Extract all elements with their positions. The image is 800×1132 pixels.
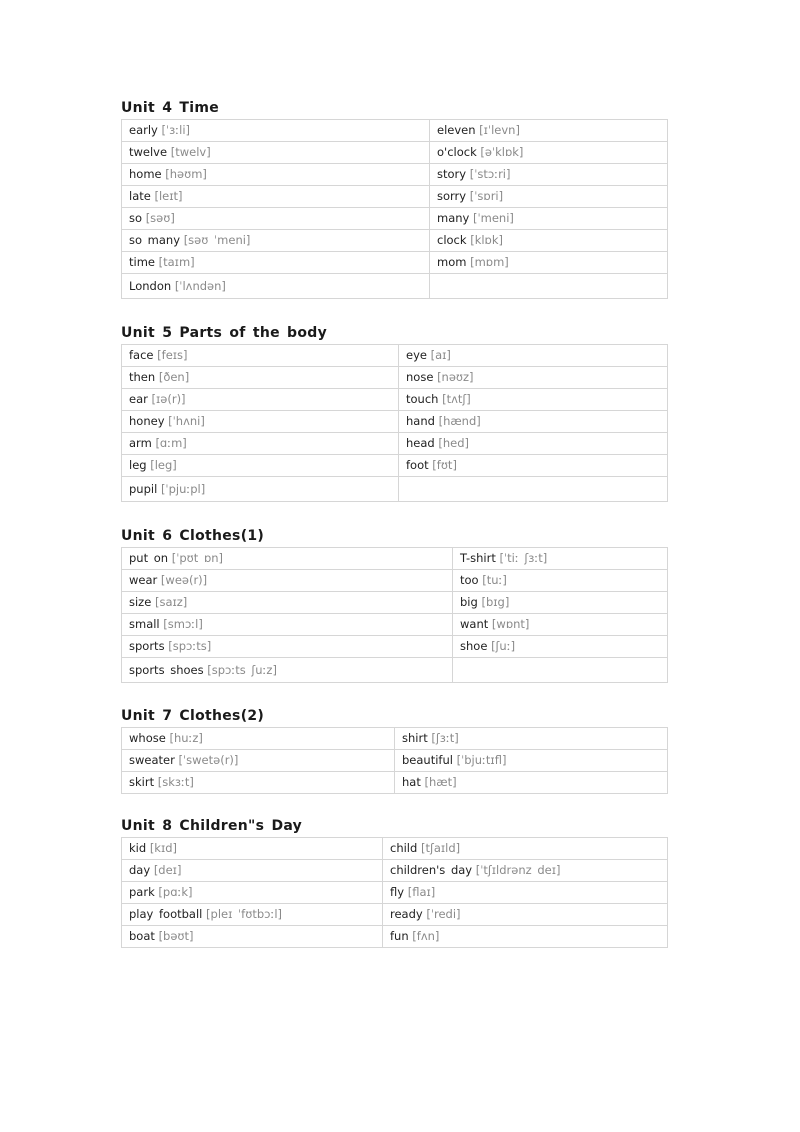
vocab-word: want bbox=[460, 617, 489, 631]
empty-cell bbox=[430, 274, 668, 299]
vocab-cell bbox=[122, 208, 430, 230]
vocab-word: child bbox=[390, 841, 418, 855]
table-row bbox=[122, 367, 668, 389]
phonetic: [klɒk] bbox=[470, 233, 503, 247]
phonetic: [ɑːm] bbox=[155, 436, 187, 450]
vocab-cell bbox=[430, 142, 668, 164]
table-row bbox=[122, 274, 668, 299]
vocab-word: ready bbox=[390, 907, 423, 921]
vocab-cell bbox=[453, 548, 668, 570]
vocab-word: then bbox=[129, 370, 156, 384]
vocab-word: twelve bbox=[129, 145, 168, 159]
vocab-cell bbox=[399, 345, 668, 367]
table-row bbox=[122, 636, 668, 658]
vocab-cell bbox=[453, 570, 668, 592]
phonetic: [tʌtʃ] bbox=[442, 392, 471, 406]
vocab-word: pupil bbox=[129, 481, 158, 496]
vocab-cell bbox=[122, 838, 383, 860]
vocab-cell bbox=[122, 614, 453, 636]
vocab-word: sports bbox=[129, 639, 165, 653]
phonetic: [pleɪ ˈfʊtbɔːl] bbox=[206, 907, 283, 921]
vocab-word: play football bbox=[129, 907, 203, 921]
vocab-word: eye bbox=[406, 348, 427, 362]
unit-title: Unit 6 Clothes(1) bbox=[121, 528, 265, 544]
table-row bbox=[122, 658, 668, 683]
vocab-word: fly bbox=[390, 885, 405, 899]
vocab-cell bbox=[122, 252, 430, 274]
vocab-cell bbox=[453, 592, 668, 614]
vocab-cell bbox=[430, 230, 668, 252]
vocab-cell bbox=[122, 728, 395, 750]
vocab-word: late bbox=[129, 189, 151, 203]
phonetic: [fʊt] bbox=[432, 458, 457, 472]
vocab-word: story bbox=[437, 167, 467, 181]
vocab-word: wear bbox=[129, 573, 158, 587]
vocab-table bbox=[121, 547, 668, 683]
vocab-cell bbox=[399, 433, 668, 455]
vocab-table bbox=[121, 119, 668, 299]
phonetic: [mɒm] bbox=[470, 255, 509, 269]
vocab-word: sorry bbox=[437, 189, 467, 203]
phonetic: [bɪg] bbox=[481, 595, 510, 609]
table-row bbox=[122, 548, 668, 570]
vocab-word: time bbox=[129, 255, 155, 269]
phonetic: [feɪs] bbox=[157, 348, 188, 362]
phonetic: [ˈsɒri] bbox=[469, 189, 504, 203]
vocab-word: too bbox=[460, 573, 479, 587]
phonetic: [həʊm] bbox=[165, 167, 207, 181]
vocab-cell bbox=[399, 411, 668, 433]
vocab-word: kid bbox=[129, 841, 147, 855]
vocab-word: clock bbox=[437, 233, 467, 247]
vocab-word: so bbox=[129, 211, 143, 225]
phonetic: [əˈklɒk] bbox=[480, 145, 524, 159]
phonetic: [leɪt] bbox=[154, 189, 183, 203]
table-row bbox=[122, 120, 668, 142]
vocab-cell bbox=[430, 120, 668, 142]
vocab-cell bbox=[122, 592, 453, 614]
vocab-cell bbox=[430, 252, 668, 274]
vocab-word: honey bbox=[129, 414, 165, 428]
phonetic: [ˈbjuːtɪfl] bbox=[456, 753, 507, 767]
phonetic: [leg] bbox=[150, 458, 177, 472]
vocab-word: touch bbox=[406, 392, 439, 406]
phonetic: [pɑːk] bbox=[158, 885, 193, 899]
phonetic: [tʃaɪld] bbox=[420, 841, 461, 855]
vocab-cell bbox=[122, 750, 395, 772]
vocab-word: hand bbox=[406, 414, 435, 428]
phonetic: [ˈhʌni] bbox=[168, 414, 205, 428]
table-row bbox=[122, 230, 668, 252]
phonetic: [hed] bbox=[438, 436, 470, 450]
vocab-cell bbox=[395, 750, 668, 772]
table-row bbox=[122, 389, 668, 411]
phonetic: [saɪz] bbox=[154, 595, 188, 609]
phonetic: [hæt] bbox=[424, 775, 457, 789]
vocab-word: foot bbox=[406, 458, 429, 472]
table-row bbox=[122, 728, 668, 750]
phonetic: [aɪ] bbox=[430, 348, 451, 362]
vocab-cell bbox=[399, 455, 668, 477]
vocab-cell bbox=[122, 636, 453, 658]
table-row bbox=[122, 614, 668, 636]
table-row bbox=[122, 411, 668, 433]
vocab-word: sweater bbox=[129, 753, 175, 767]
phonetic: [kɪd] bbox=[149, 841, 178, 855]
phonetic: [ˈstɔːri] bbox=[469, 167, 511, 181]
phonetic: [ˈpʊt ɒn] bbox=[171, 551, 224, 565]
unit-8-section bbox=[121, 816, 667, 948]
table-row bbox=[122, 345, 668, 367]
table-row bbox=[122, 142, 668, 164]
vocab-cell bbox=[383, 860, 668, 882]
table-row bbox=[122, 252, 668, 274]
vocab-cell bbox=[122, 120, 430, 142]
phonetic: [ˈredi] bbox=[426, 907, 461, 921]
vocab-cell bbox=[453, 614, 668, 636]
table-row bbox=[122, 477, 668, 502]
vocab-cell bbox=[383, 926, 668, 948]
vocab-cell bbox=[122, 186, 430, 208]
vocab-cell bbox=[122, 389, 399, 411]
vocab-cell bbox=[383, 838, 668, 860]
vocab-cell bbox=[122, 882, 383, 904]
vocab-word: put on bbox=[129, 551, 169, 565]
vocab-cell bbox=[122, 433, 399, 455]
phonetic: [ˈmeni] bbox=[473, 211, 514, 225]
phonetic: [ˈtiː ʃɜːt] bbox=[499, 551, 548, 565]
vocab-cell bbox=[395, 728, 668, 750]
vocab-cell bbox=[122, 367, 399, 389]
vocab-table bbox=[121, 344, 668, 502]
vocab-cell bbox=[430, 208, 668, 230]
table-row bbox=[122, 904, 668, 926]
unit-4-section bbox=[121, 98, 667, 299]
phonetic: [ˈɜːli] bbox=[161, 123, 191, 137]
phonetic: [ˈpjuːpl] bbox=[160, 481, 206, 496]
vocab-cell bbox=[122, 570, 453, 592]
table-row bbox=[122, 433, 668, 455]
vocab-word: so many bbox=[129, 233, 181, 247]
vocab-word: home bbox=[129, 167, 162, 181]
vocab-cell bbox=[122, 455, 399, 477]
table-row bbox=[122, 750, 668, 772]
vocab-cell bbox=[122, 658, 453, 683]
vocab-word: sports shoes bbox=[129, 662, 204, 677]
vocab-cell bbox=[399, 389, 668, 411]
vocab-word: beautiful bbox=[402, 753, 453, 767]
unit-title: Unit 5 Parts of the body bbox=[121, 325, 328, 341]
table-row bbox=[122, 455, 668, 477]
unit-5-section bbox=[121, 323, 667, 502]
vocab-cell bbox=[122, 548, 453, 570]
phonetic: [ʃɜːt] bbox=[431, 731, 459, 745]
phonetic: [skɜːt] bbox=[157, 775, 194, 789]
phonetic: [səʊ ˈmeni] bbox=[183, 233, 251, 247]
phonetic: [səʊ] bbox=[145, 211, 175, 225]
vocab-word: shirt bbox=[402, 731, 428, 745]
vocab-cell bbox=[122, 164, 430, 186]
empty-cell bbox=[399, 477, 668, 502]
unit-title: Unit 4 Time bbox=[121, 100, 220, 116]
vocab-cell bbox=[122, 904, 383, 926]
table-row bbox=[122, 186, 668, 208]
vocab-cell bbox=[122, 477, 399, 502]
unit-title: Unit 8 Children"s Day bbox=[121, 818, 303, 834]
vocab-word: T-shirt bbox=[460, 551, 496, 565]
phonetic: [huːz] bbox=[169, 731, 203, 745]
vocab-word: head bbox=[406, 436, 435, 450]
vocab-word: o'clock bbox=[437, 145, 477, 159]
vocab-word: park bbox=[129, 885, 155, 899]
table-row bbox=[122, 926, 668, 948]
vocab-word: boat bbox=[129, 929, 155, 943]
phonetic: [ðen] bbox=[158, 370, 190, 384]
phonetic: [twelv] bbox=[170, 145, 211, 159]
unit-6-section bbox=[121, 526, 667, 683]
table-row bbox=[122, 838, 668, 860]
vocab-word: skirt bbox=[129, 775, 155, 789]
vocab-cell bbox=[122, 860, 383, 882]
vocab-cell bbox=[383, 904, 668, 926]
phonetic: [taɪm] bbox=[158, 255, 195, 269]
vocab-cell bbox=[122, 274, 430, 299]
vocab-word: day bbox=[129, 863, 151, 877]
phonetic: [ʃuː] bbox=[491, 639, 516, 653]
vocab-table bbox=[121, 727, 668, 794]
vocab-cell bbox=[122, 142, 430, 164]
unit-title: Unit 7 Clothes(2) bbox=[121, 708, 265, 724]
phonetic: [ɪˈlevn] bbox=[479, 123, 520, 137]
phonetic: [bəʊt] bbox=[158, 929, 194, 943]
vocab-word: arm bbox=[129, 436, 152, 450]
vocab-word: big bbox=[460, 595, 478, 609]
vocab-word: children's day bbox=[390, 863, 473, 877]
vocab-cell bbox=[122, 230, 430, 252]
vocab-word: small bbox=[129, 617, 160, 631]
vocab-cell bbox=[399, 367, 668, 389]
phonetic: [smɔːl] bbox=[163, 617, 203, 631]
vocab-word: early bbox=[129, 123, 158, 137]
vocab-word: London bbox=[129, 278, 172, 293]
phonetic: [weə(r)] bbox=[160, 573, 208, 587]
vocab-cell bbox=[395, 772, 668, 794]
phonetic: [nəʊz] bbox=[437, 370, 474, 384]
table-row bbox=[122, 208, 668, 230]
phonetic: [ˈlʌndən] bbox=[174, 278, 226, 293]
table-row bbox=[122, 882, 668, 904]
vocab-word: mom bbox=[437, 255, 467, 269]
vocab-cell bbox=[122, 345, 399, 367]
vocab-word: ear bbox=[129, 392, 148, 406]
vocab-table bbox=[121, 837, 668, 948]
phonetic: [ˈswetə(r)] bbox=[178, 753, 239, 767]
vocab-cell bbox=[453, 636, 668, 658]
vocab-word: many bbox=[437, 211, 470, 225]
empty-cell bbox=[453, 658, 668, 683]
vocab-word: nose bbox=[406, 370, 434, 384]
phonetic: [wɒnt] bbox=[491, 617, 530, 631]
table-row bbox=[122, 772, 668, 794]
phonetic: [spɔːts] bbox=[168, 639, 212, 653]
vocab-cell bbox=[383, 882, 668, 904]
phonetic: [fʌn] bbox=[412, 929, 440, 943]
vocab-word: hat bbox=[402, 775, 421, 789]
unit-7-section bbox=[121, 706, 667, 794]
vocab-cell bbox=[430, 164, 668, 186]
table-row bbox=[122, 570, 668, 592]
vocab-cell bbox=[122, 411, 399, 433]
vocab-word: eleven bbox=[437, 123, 476, 137]
phonetic: [hænd] bbox=[438, 414, 481, 428]
table-row bbox=[122, 592, 668, 614]
vocab-word: shoe bbox=[460, 639, 488, 653]
vocab-word: whose bbox=[129, 731, 166, 745]
phonetic: [spɔːts ʃuːz] bbox=[207, 662, 277, 677]
phonetic: [deɪ] bbox=[153, 863, 182, 877]
vocab-cell bbox=[122, 926, 383, 948]
vocab-word: face bbox=[129, 348, 154, 362]
phonetic: [ɪə(r)] bbox=[151, 392, 186, 406]
phonetic: [ˈtʃɪldrənz deɪ] bbox=[475, 863, 561, 877]
vocab-cell bbox=[122, 772, 395, 794]
table-row bbox=[122, 164, 668, 186]
table-row bbox=[122, 860, 668, 882]
vocab-cell bbox=[430, 186, 668, 208]
vocab-word: leg bbox=[129, 458, 147, 472]
vocab-word: size bbox=[129, 595, 152, 609]
phonetic: [flaɪ] bbox=[407, 885, 436, 899]
phonetic: [tuː] bbox=[482, 573, 507, 587]
vocab-word: fun bbox=[390, 929, 409, 943]
